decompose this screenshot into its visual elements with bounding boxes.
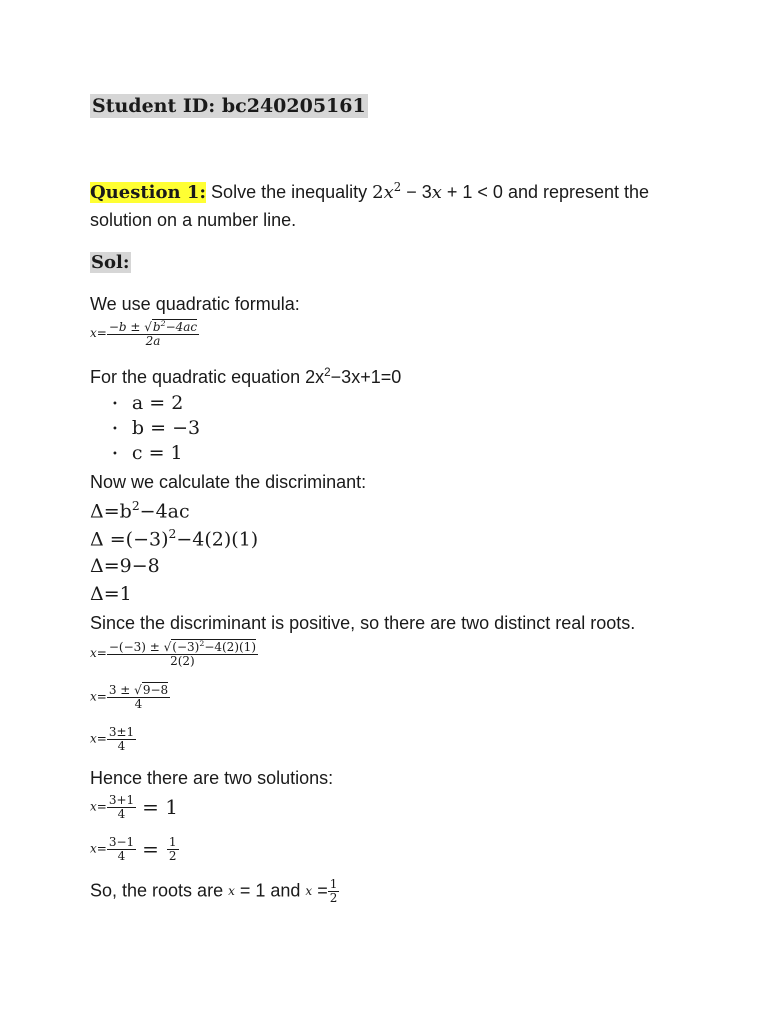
coef-b: • b = −3 xyxy=(112,417,201,439)
disc-line-4: Δ=1 xyxy=(90,583,132,605)
question-line-2: solution on a number line. xyxy=(90,210,297,230)
question-label: Question 1: xyxy=(90,182,207,203)
substituted-formula: x= $\frac{-(-3) \pm √(-3)^2-4(2)(1)}{2(2)}$ xyxy=(90,639,256,668)
question-line-1: Question 1: Solve the inequality $2x^2 - 3x + 1 < 0$ and represent the xyxy=(90,180,650,203)
simplified-formula: x= $\frac{3 \pm √9-8}{4}$ xyxy=(90,683,169,711)
general-formula: x= $\frac{-b \pm √b^2-4ac}{2a}$ xyxy=(90,319,198,348)
calc-disc-text: Now we calculate the discriminant: xyxy=(90,472,367,492)
for-equation-text: For the quadratic equation $2x^2-3x+1=0$ xyxy=(90,366,402,387)
disc-line-1: $\Delta=b^2-4ac$ xyxy=(90,499,190,523)
roots-summary: So, the roots are x = 1 and x = $\frac{1}{2}$ xyxy=(90,877,338,905)
since-positive-text: Since the discriminant is positive, so there are two distinct real roots. xyxy=(90,613,636,633)
disc-line-3: Δ=9−8 xyxy=(90,555,160,577)
root-1: x= $\frac{3+1}{4}$ = 1 xyxy=(90,793,178,821)
coef-a: • a = 2 xyxy=(112,392,184,414)
use-formula-text: We use quadratic formula: xyxy=(90,294,300,314)
root-2: x= $\frac{3-1}{4}$ = $\frac{1}{2}$ xyxy=(90,835,177,863)
student-id: Student ID: bc240205161 xyxy=(92,95,366,117)
hence-text: Hence there are two solutions: xyxy=(90,768,334,788)
question-text: Solve the inequality xyxy=(206,182,373,202)
coef-c: • c = 1 xyxy=(112,442,183,464)
plusminus-formula: x= $\frac{3\pm 1}{4}$ xyxy=(90,725,135,753)
disc-line-2: $\Delta =(-3)^2-4(2)(1)$ xyxy=(90,527,259,551)
sol-label: Sol: xyxy=(91,252,130,273)
